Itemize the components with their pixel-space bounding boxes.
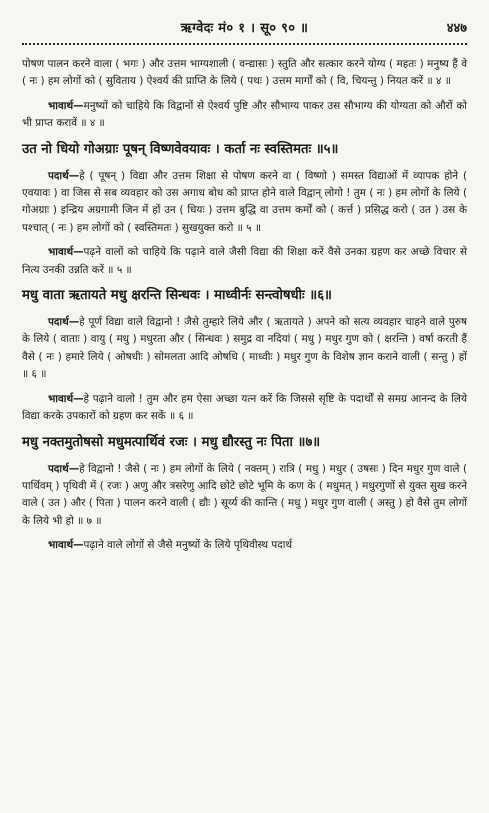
paragraph-text: पढ़ने वालों को चाहिये कि पढ़ाने वाले जैसी विद्या की शिक्षा करें वैसे उनका ग्रहण कर अच्छे विचार से नित्य उनकी उन्नति करें ॥ ५ ॥	[22, 246, 467, 276]
bhavartha-label: भावार्थ—	[48, 246, 84, 259]
bhavartha-label: भावार्थ—	[48, 392, 84, 405]
paragraph-text: हे विद्वानो ! जैसे ( नः ) हम लोगों के लिये ( नक्तम् ) रात्रि ( मधु ) मधुर ( उषसः ) दिन मधुर गुण वाले ( पार्थिवम् ) पृथिवी में ( रजः ) अणु और त्रसरेणु आदि छोटे छोटे भूमि के कण के ( मधुमत् ) मधुरगुणों से युक्त सुख करने वाले ( उत ) और ( पिता ) पालन करने वाली ( द्यौः ) सूर्य्य की कान्ति ( मधु ) मधुर गुण वाली ( अस्तु ) हो वैसे तुम लोगों के लिये भी हो ॥ ७ ॥	[22, 462, 467, 527]
padartha-label: पदार्थ—	[48, 169, 80, 182]
header-rule	[22, 43, 467, 45]
paragraph-text: पोषण पालन करने वाला ( भगः ) और उत्तम भाग्यशाली ( वन्द्यासः ) स्तुति और सत्कार करने योग्य ( महतः ) मनुष्य हैं वे ( नः ) हम लोगों को ( सुविताय ) ऐश्वर्य की प्राप्ति के लिये ( पथः ) उत्तम मार्गों को ( वि, चियन्तु ) नियत करें ॥ ४ ॥	[22, 58, 467, 88]
paragraph-text: हे पूर्ण विद्या वाले विद्वानो ! जैसे तुम्हारे लिये और ( ऋतायते ) अपने को सत्य व्यवहार चाहने वाले पुरुष के लिये ( वाताः ) वायु ( मधु ) मधुरता और ( सिन्धवः ) समुद्र वा नदियां ( मधु ) मधुर गुण को ( क्षरन्ति ) वर्षा करती हैं वैसे ( नः ) हमारे लिये ( ओषधीः ) सोमलता आदि ओषधि ( माध्वीः ) मधुर गुण के विशेष ज्ञान कराने वाली ( सन्तु ) हों ॥ ६ ॥	[22, 316, 467, 381]
padartha-paragraph	[22, 168, 467, 238]
bhavartha-label: भावार्थ—	[48, 99, 84, 112]
paragraph-text: हे पढ़ाने वालो ! तुम और हम ऐसा अच्छा यत्न करें कि जिससे सृष्टि के पदार्थों से समग्र आनन्द के लिये विद्या करके उपकारों को ग्रहण कर सकें ॥ ६ ॥	[22, 392, 467, 423]
bhavartha-paragraph	[22, 391, 467, 426]
padartha-continuation	[22, 56, 467, 91]
bhavartha-label: भावार्थ—	[48, 539, 84, 552]
running-title: ऋग्वेदः मं० १ । सू० ९० ॥	[180, 21, 309, 36]
page-header	[22, 10, 467, 50]
mantra-verse: मधु नक्तमुतोषसो मधुमत्पार्थिवं रजः । मधु द्यौरस्तु नः पिता ॥७॥	[22, 434, 321, 450]
padartha-label: पदार्थ—	[48, 462, 80, 475]
page-number: ४४७	[446, 21, 467, 36]
bhavartha-paragraph	[22, 244, 467, 279]
paragraph-text: पढ़ाने वाले लोगों से जैसे मनुष्यों के लिये पृथिवीस्थ पदार्थ	[83, 539, 293, 552]
padartha-label: पदार्थ—	[48, 316, 80, 329]
page-body	[22, 56, 467, 562]
padartha-paragraph	[22, 314, 467, 384]
mantra-verse: मधु वाता ऋतायते मधु क्षरन्ति सिन्धवः । माध्वीर्नः सन्त्वोषधीः ॥६॥	[22, 288, 332, 304]
paragraph-text: मनुष्यों को चाहिये कि विद्वानों से ऐश्वर्य पुष्टि और सौभाग्य पाकर उस सौभाग्य की योग्यता को औरों को भी प्राप्त करावें ॥ ४ ॥	[22, 99, 467, 130]
bhavartha-paragraph	[22, 98, 467, 133]
mantra-verse: उत नो धियो गोअग्राः पूषन् विष्णवेवयावः । कर्ता नः स्वस्तिमतः ॥५॥	[22, 141, 339, 157]
padartha-paragraph	[22, 461, 467, 531]
bhavartha-paragraph	[22, 537, 467, 554]
paragraph-text: हे ( पूषन् ) विद्या और उत्तम शिक्षा से पोषण करने वा ( विष्णो ) समस्त विद्याओं में व्यापक होने ( एवयावः ) वा जिस से सब व्यवहार को उस अगाध बोध को प्राप्त होने वाले विद्वान् लोगो ! तुम ( नः ) हम लोगों के लिये ( गोअग्राः ) इन्द्रिय अग्रगामी जिन में हों उन ( धियः ) उत्तम बुद्धि वा उत्तम कर्मों को ( कर्त्त ) प्रसिद्ध करो ( उत ) उस के पश्चात् ( नः ) हम लोगों को ( स्वस्तिमतः ) सुखयुक्त करो ॥ ५ ॥	[22, 169, 467, 234]
